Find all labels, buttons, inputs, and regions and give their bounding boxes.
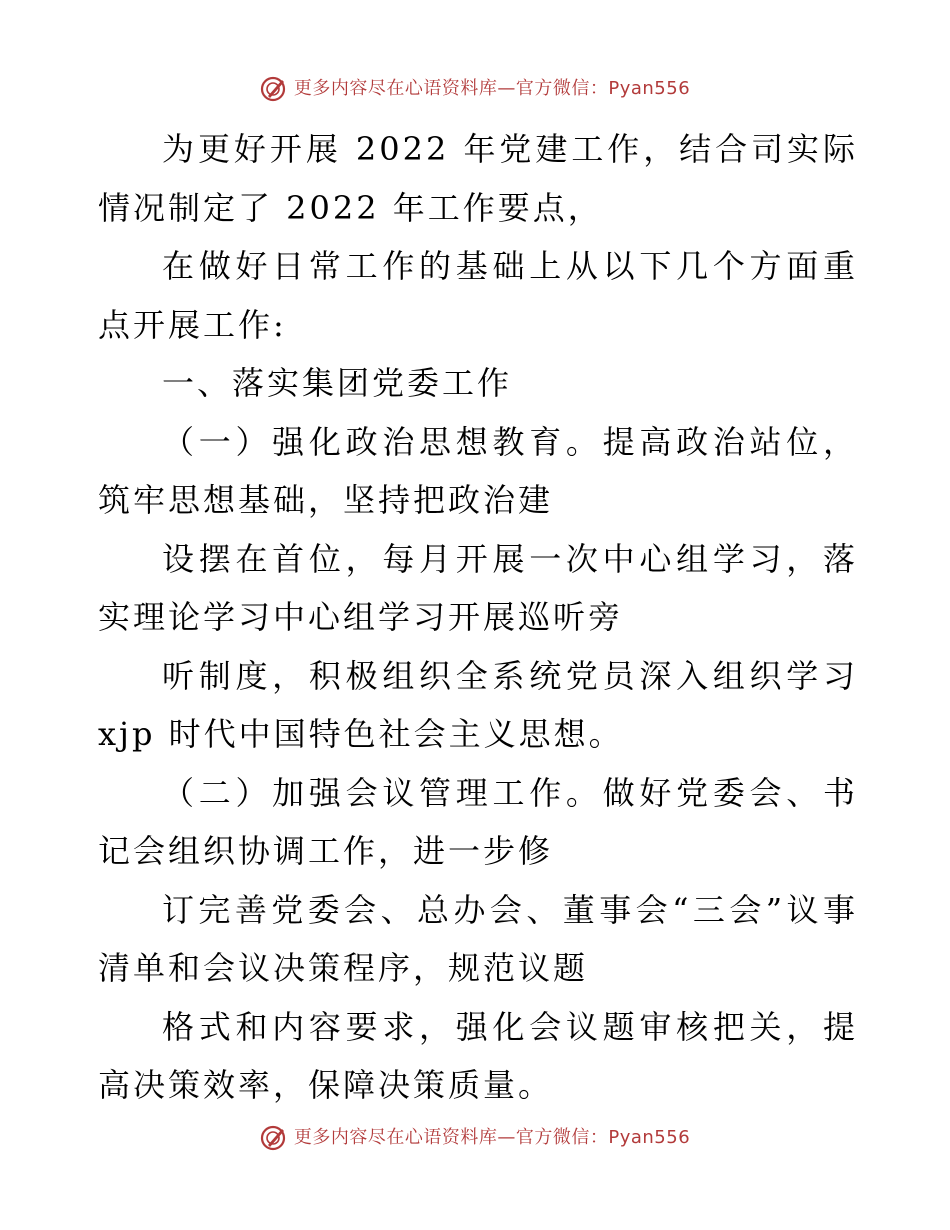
watermark-header	[0, 76, 950, 102]
paragraph: （二）加强会议管理工作。做好党委会、书记会组织协调工作，进一步修	[98, 773, 858, 870]
watermark-text: 更多内容尽在心语资料库—官方微信：Pyan556	[293, 1127, 691, 1148]
paragraph: 设摆在首位，每月开展一次中心组学习，落实理论学习中心组学习开展巡听旁	[98, 539, 858, 636]
paragraph: （一）强化政治思想教育。提高政治站位，筑牢思想基础，坚持把政治建	[98, 422, 858, 519]
watermark-footer	[0, 1125, 950, 1151]
watermark-text: 更多内容尽在心语资料库—官方微信：Pyan556	[293, 78, 691, 99]
paragraph: 订完善党委会、总办会、董事会“三会”议事清单和会议决策程序，规范议题	[98, 890, 858, 987]
logo-icon	[260, 1125, 288, 1151]
paragraph: 格式和内容要求，强化会议题审核把关，提高决策效率，保障决策质量。	[98, 1007, 858, 1104]
paragraph: 在做好日常工作的基础上从以下几个方面重点开展工作:	[98, 247, 858, 344]
section-heading: 一、落实集团党委工作	[162, 364, 513, 402]
paragraph: 听制度，积极组织全系统党员深入组织学习 xjp 时代中国特色社会主义思想。	[98, 656, 858, 753]
logo-icon	[260, 76, 288, 102]
paragraph: 为更好开展 2022 年党建工作，结合司实际情况制定了 2022 年工作要点，	[98, 130, 858, 227]
document-body	[98, 120, 858, 1115]
